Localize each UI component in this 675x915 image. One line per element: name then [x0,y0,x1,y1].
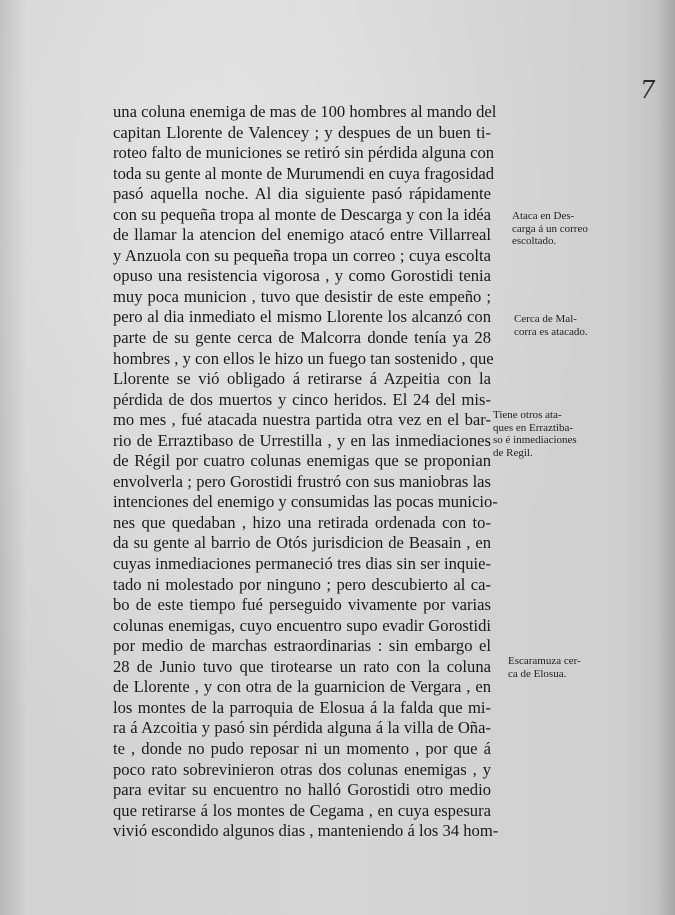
main-text-block [113,102,499,842]
text-line: de Llorente , y con otra de la guarnicion de Vergara , en [113,677,491,697]
text-line: bo de este tiempo fué perseguido vivamente por varias [113,595,491,615]
text-line: parte de su gente cerca de Malcorra donde tenía ya 28 [113,328,491,348]
text-line: nes que quedaban , hizo una retirada ordenada con to- [113,512,491,532]
text-line: te , donde no pudo reposar ni un momento , por que á [113,738,491,758]
text-line: da su gente al barrio de Otós jurisdicion de Beasain , en [113,533,491,553]
margin-note [512,210,588,248]
margin-note-line: so é inmediaciones [493,434,577,446]
text-line: hombres , y con ellos le hizo un fuego tan sostenido , que [113,348,494,368]
text-line: con su pequeña tropa al monte de Descarga y con la idéa [113,204,491,224]
text-line: capitan Llorente de Valencey ; y despues de un buen ti- [113,122,491,142]
page-number: 7 [640,76,656,104]
text-line: una coluna enemiga de mas de 100 hombres al mando del [113,102,497,121]
text-line: toda su gente al monte de Murumendi en cuya fragosidad [113,163,495,183]
text-line: ra á Azcoitia y pasó sin pérdida alguna á la villa de Oña- [113,718,491,738]
margin-note-line: escoltado. [512,235,557,247]
margin-note [508,655,581,680]
margin-note-line: Escaramuza cer- [508,655,581,667]
text-line: envolverla ; pero Gorostidi frustró con sus maniobras las [113,471,491,491]
text-line: intenciones del enemigo y consumidas las pocas municio- [113,492,498,512]
text-line: pero al dia inmediato el mismo Llorente los alcanzó con [113,307,491,327]
margin-note-line: ques en Erraztiba- [493,421,574,434]
margin-note-line: carga á un correo [512,222,588,235]
text-line: de Régil por cuatro colunas enemigas que se proponian [113,451,491,471]
margin-note-line: de Regil. [493,446,533,459]
text-line: para evitar su encuentro no halló Gorostidi otro medio [113,780,491,800]
text-line: los montes de la parroquia de Elosua á la falda que mi- [113,697,491,717]
margin-note-line: corra es atacado. [514,325,588,338]
text-line: mo mes , fué atacada nuestra partida otra vez en el bar- [113,410,491,430]
text-line: pasó aquella noche. Al dia siguiente pasó rápidamente [113,184,491,204]
text-line: colunas enemigas, cuyo encuentro supo evadir Gorostidi [113,615,491,635]
text-line: pérdida de dos muertos y cinco heridos. El 24 del mis- [113,389,491,409]
text-line: opuso una resistencia vigorosa , y como Gorostidi tenia [113,266,491,286]
text-line: muy poca municion , tuvo que desistir de este empeño ; [113,286,491,306]
text-line: tado ni molestado por ninguno ; pero descubierto al ca- [113,574,491,594]
text-line: cuyas inmediaciones permaneció tres dias sin ser inquie- [113,554,491,574]
text-line: de llamar la atencion del enemigo atacó entre Villarreal [113,225,491,245]
text-line: roteo falto de municiones se retiró sin pérdida alguna con [113,143,495,163]
margin-note [514,313,588,338]
text-line: vivió escondido algunos dias , manteniendo á los 34 hom- [113,821,499,841]
text-line: poco rato sobrevinieron otras dos colunas enemigas , y [113,759,491,779]
text-line: rio de Erraztibaso de Urrestilla , y en las inmediaciones [113,430,491,450]
text-line: por medio de marchas estraordinarias : sin embargo el [113,636,491,656]
text-line: que retirarse á los montes de Cegama , en cuya espesura [113,800,491,820]
text-line: y Anzuola con su pequeña tropa un correo ; cuya escolta [113,245,491,265]
text-line: 28 de Junio tuvo que tirotearse un rato con la coluna [113,656,491,676]
margin-note-line: ca de Elosua. [508,667,567,680]
margin-note [493,409,577,459]
text-line: Llorente se vió obligado á retirarse á Azpeitia con la [113,369,491,389]
page-edge-shadow [657,0,675,915]
margin-note-line: Ataca en Des- [512,210,575,222]
margin-note-line: Tiene otros ata- [493,409,562,421]
margin-note-line: Cerca de Mal- [514,313,577,325]
